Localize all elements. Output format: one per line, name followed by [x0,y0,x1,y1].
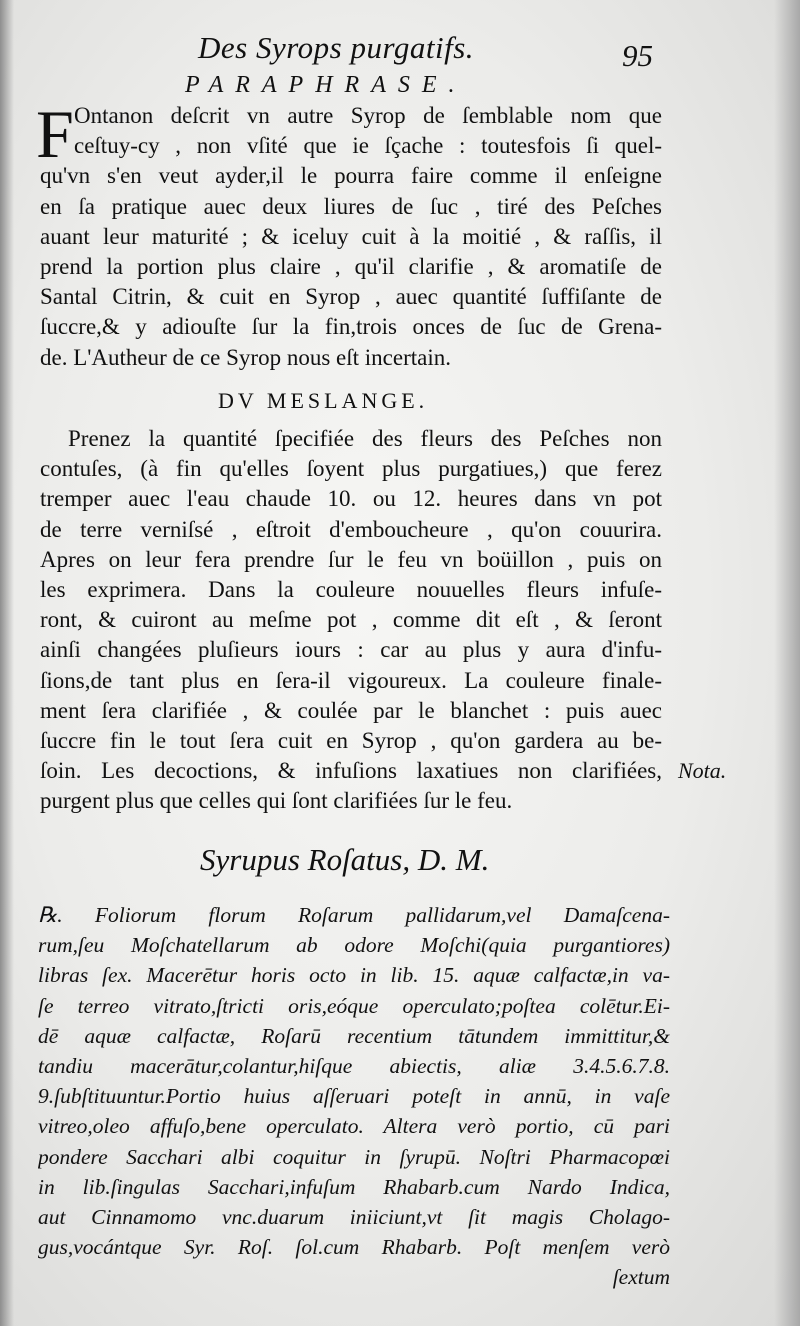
text-line: 9.ſubſtituuntur.Portio huius aſſeruari poteſt in annū, in vaſe [38,1084,670,1109]
text-line: ſions,de tant plus en ſera-il vigoureux. La couleure finale- [40,667,662,693]
meslange-text [40,424,662,817]
text-line: ſuccre fin le tout ſera cuit en Syrop , qu'on gardera au be- [40,728,662,754]
text-line: vitreo,oleo affuſo,bene operculato. Altera verò portio, cū pari [38,1114,670,1139]
text-line: rum,ſeu Moſchatellarum ab odore Moſchi(quia purgantiores) [38,933,670,958]
page-gutter-shadow [0,0,14,1326]
paraphrase-text [40,101,662,373]
text-line: pondere Sacchari albi coquitur in ſyrupū. Noſtri Pharmacopœi [38,1144,670,1169]
text-line: dē aquæ calfactæ, Roſarū recentium tātundem immittitur,& [38,1023,670,1048]
page-number: 95 [622,38,653,73]
text-line: contuſes, (à fin qu'elles ſoyent plus purgatiues,) que ferez [40,456,662,482]
text-line: tremper auec l'eau chaude 10. ou 12. heures dans vn pot [40,486,662,512]
margin-note: Nota. [678,758,727,783]
text-line: Santal Citrin, & cuit en Syrop , auec quantité ſuffiſante de [40,284,662,310]
text-line: ceſtuy-cy , non vſité que ie ſçache : toutesfois ſi quel- [74,133,662,159]
text-line: Ontanon deſcrit vn autre Syrop de ſemblable nom que [74,103,662,128]
text-line: libras ſex. Macerētur horis octo in lib. 15. aquæ calfactæ,in va- [38,963,670,988]
text-line: Prenez la quantité ſpecifiée des fleurs des Peſches non [68,426,662,451]
running-title: Des Syrops purgatifs. [198,30,475,65]
text-line: ℞. Foliorum florum Roſarum pallidarum,vel Damaſcena- [38,903,670,927]
text-line: qu'vn s'en veut ayder,il le pourra faire comme il enſeigne [40,163,662,189]
text-line: tandiu macerātur,colantur,hiſque abiectis, aliæ 3.4.5.6.7.8. [38,1054,670,1079]
text-line: ſoin. Les decoctions, & infuſions laxatiues non clarifiées, [40,758,662,784]
text-line: de. L'Autheur de ce Syrop nous eſt incertain. [40,344,451,370]
text-line: en ſa pratique auec deux liures de ſuc , tiré des Peſches [40,193,662,219]
text-line: ainſi changées pluſieurs iours : car au plus y aura d'infu- [40,637,662,663]
text-line: ſe terreo vitrato,ſtricti oris,eóque operculato;poſtea colētur.Ei- [38,993,670,1018]
text-line: prend la portion plus claire , qu'il clarifie , & aromatiſe de [40,254,662,280]
text-line: purgent plus que celles qui ſont clarifiées ſur le feu. [40,788,513,814]
text-line: Apres on leur fera prendre ſur le feu vn boüillon , puis on [40,546,662,572]
text-line: ſuccre,& y adiouſte ſur la fin,trois onces de ſuc de Grena- [40,314,662,340]
text-line: de terre verniſsé , eſtroit d'emboucheure , qu'on couurira. [40,516,662,542]
text-line: aut Cinnamomo vnc.duarum iniiciunt,vt ſit magis Cholago- [38,1205,670,1230]
text-line: in lib.ſingulas Sacchari,infuſum Rhabarb.cum Nardo Indica, [38,1174,670,1199]
meslange-heading: DV MESLANGE. [218,388,429,413]
text-line: les exprimera. Dans la couleure nouuelles fleurs infuſe- [40,577,662,603]
drop-cap: F [36,96,74,172]
catchword: ſextum [612,1265,670,1290]
syrupus-heading: Syrupus Roſatus, D. M. [200,842,490,877]
text-line: gus,vocántque Syr. Roſ. ſol.cum Rhabarb. Poſt menſem verò [38,1235,670,1260]
text-line: auant leur maturité ; & iceluy cuit à la moitié , & raſſis, il [40,223,662,249]
text-line: ment ſera clarifiée , & coulée par le blanchet : puis auec [40,697,662,723]
paraphrase-heading: PARAPHRASE. [185,72,467,98]
syrupus-text [38,900,670,1293]
page-edge-shadow [774,0,800,1326]
text-line: ront, & cuiront au meſme pot , comme dit eſt , & ſeront [40,607,662,633]
